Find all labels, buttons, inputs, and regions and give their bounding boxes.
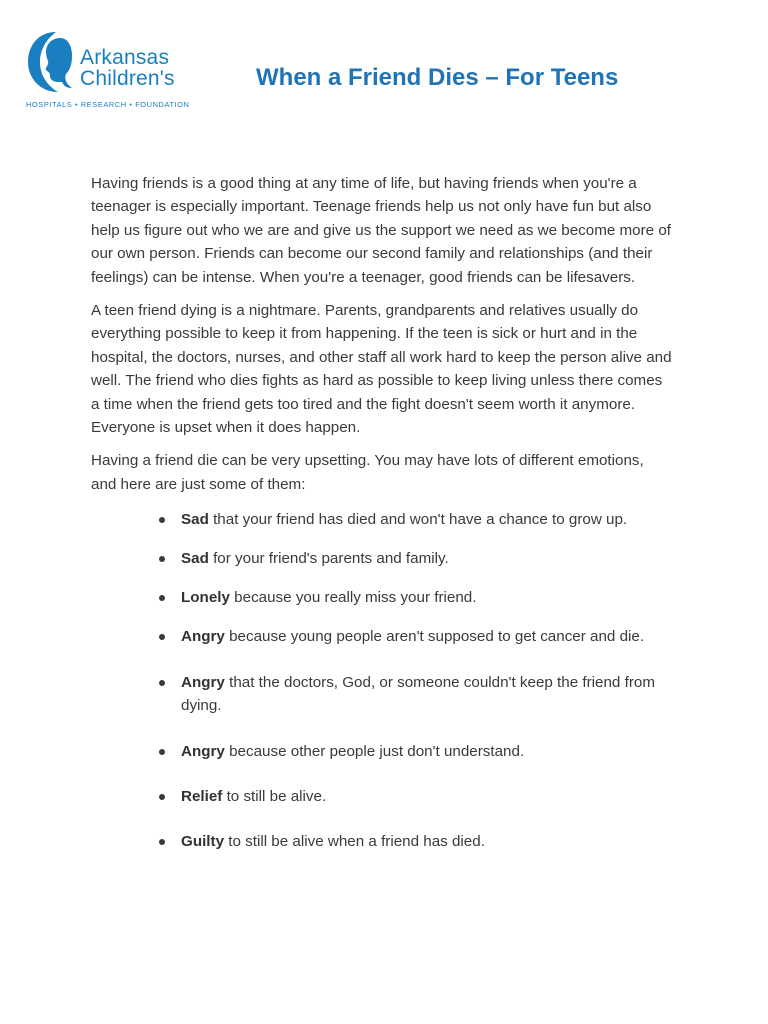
emotion-text: to still be alive. xyxy=(222,787,327,805)
bullet-icon xyxy=(159,839,165,845)
emotion-term: Lonely xyxy=(181,589,230,607)
emotion-text: because young people aren't supposed to get cancer and die. xyxy=(224,628,645,646)
emotion-text: that your friend has died and won't have a chance to grow up. xyxy=(208,511,628,529)
arkansas-childrens-logo xyxy=(26,30,196,112)
bullet-icon xyxy=(159,794,165,800)
emotion-term: Angry xyxy=(181,628,225,646)
emotion-term: Sad xyxy=(181,511,209,529)
logo-word-arkansas: Arkansas xyxy=(80,46,170,69)
list-item xyxy=(91,586,673,609)
emotion-term: Angry xyxy=(181,742,225,760)
emotion-text: to still be alive when a friend has died. xyxy=(224,833,485,851)
paragraph-3: Having a friend die can be very upsetting. You may have lots of different emotions, and here are just some of them: xyxy=(91,452,644,493)
emotion-term: Relief xyxy=(181,787,223,805)
emotions-list xyxy=(91,508,673,853)
page-title: When a Friend Dies – For Teens xyxy=(256,64,619,91)
paragraph-1: Having friends is a good thing at any time of life, but having friends when you're a teenager is especially important. Teenage friends help us not only have fun but also help us figure out who we are and give us the support we need as we become more of our own person. Friends can become our second family and relationships (and their feelings) can be intense. When you're a teenager, good friends can be lifesavers. xyxy=(91,175,672,286)
list-item xyxy=(91,830,673,853)
paragraph-2: A teen friend dying is a nightmare. Parents, grandparents and relatives usually do everything possible to keep it from happening. If the teen is sick or hurt and in the hospital, the doctors, nurses, and other staff all work hard to keep the person alive and well. The friend who dies fights as hard as possible to keep living unless there comes a time when the friend gets too tired and the fight doesn't seem worth it anymore. Everyone is upset when it does happen. xyxy=(91,302,672,437)
list-item xyxy=(91,625,673,648)
emotion-text: that the doctors, God, or someone couldn't keep the friend from dying. xyxy=(181,673,655,715)
document-body xyxy=(91,172,673,869)
bullet-icon xyxy=(159,517,165,523)
emotion-term: Sad xyxy=(181,550,209,568)
emotion-term: Angry xyxy=(181,673,225,691)
list-item xyxy=(91,785,673,808)
emotion-term: Guilty xyxy=(181,833,225,851)
bullet-icon xyxy=(159,749,165,755)
list-item xyxy=(91,547,673,570)
list-item xyxy=(91,671,673,718)
emotion-text: for your friend's parents and family. xyxy=(208,550,449,568)
list-item xyxy=(91,508,673,531)
bullet-icon xyxy=(159,595,165,601)
bullet-icon xyxy=(159,556,165,562)
child-silhouette-icon xyxy=(26,30,82,94)
emotion-text: because other people just don't understand. xyxy=(224,742,525,760)
logo-word-childrens: Children's xyxy=(80,67,175,90)
bullet-icon xyxy=(159,680,165,686)
bullet-icon xyxy=(159,634,165,640)
emotion-text: because you really miss your friend. xyxy=(229,589,477,607)
list-item xyxy=(91,740,673,763)
logo-tagline: HOSPITALS • RESEARCH • FOUNDATION xyxy=(26,100,190,109)
